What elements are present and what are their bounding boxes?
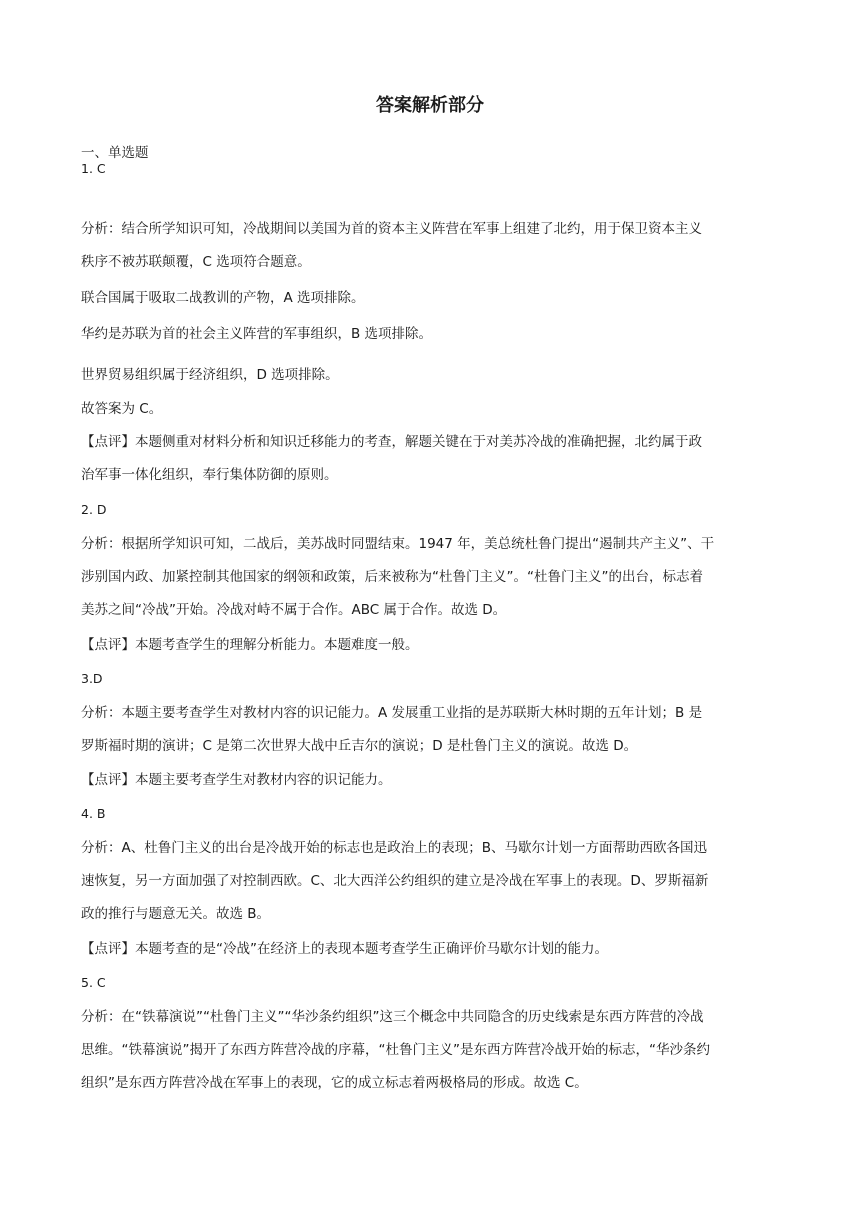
- answer-line: 速恢复，另一方面加强了对控制西欧。C、北大西洋公约组织的建立是冷战在军事上的表现。D、罗斯福新: [81, 873, 709, 889]
- comment-line: 【点评】本题主要考查学生对教材内容的识记能力。: [81, 772, 392, 788]
- answer-line: 世界贸易组织属于经济组织，D 选项排除。: [81, 367, 339, 383]
- answer-line: 分析：本题主要考查学生对教材内容的识记能力。A 发展重工业指的是苏联斯大林时期的五年计划；B 是: [81, 705, 703, 721]
- answer-line: 分析：根据所学知识可知，二战后，美苏战时同盟结束。1947 年，美总统杜鲁门提出“遏制共产主义”、干: [81, 536, 715, 552]
- question-number-5: 5. C: [81, 975, 106, 990]
- comment-line: 【点评】本题考查学生的理解分析能力。本题难度一般。: [81, 637, 419, 653]
- answer-line: 联合国属于吸取二战教训的产物，A 选项排除。: [81, 290, 365, 306]
- answer-line: 美苏之间“冷战”开始。冷战对峙不属于合作。ABC 属于合作。故选 D。: [81, 602, 507, 618]
- answer-line: 分析：在“铁幕演说”“杜鲁门主义”“华沙条约组织”这三个概念中共同隐含的历史线索是东西方阵营的冷战: [81, 1009, 704, 1025]
- question-number-1: 1. C: [81, 161, 106, 176]
- answer-line: 分析：A、杜鲁门主义的出台是冷战开始的标志也是政治上的表现；B、马歇尔计划一方面帮助西欧各国迅: [81, 840, 707, 856]
- question-number-4: 4. B: [81, 806, 106, 821]
- answer-line: 涉别国内政、加紧控制其他国家的纲领和政策，后来被称为“杜鲁门主义”。“杜鲁门主义”的出台，标志着: [81, 569, 703, 585]
- answer-line: 秩序不被苏联颠覆，C 选项符合题意。: [81, 254, 311, 270]
- comment-line: 【点评】本题考查的是“冷战”在经济上的表现本题考查学生正确评价马歇尔计划的能力。: [81, 941, 608, 957]
- answer-line: 罗斯福时期的演讲；C 是第二次世界大战中丘吉尔的演说；D 是杜鲁门主义的演说。故选 D。: [81, 738, 638, 754]
- question-number-2: 2. D: [81, 502, 107, 517]
- page-title: 答案解析部分: [376, 95, 484, 116]
- comment-line: 治军事一体化组织，奉行集体防御的原则。: [81, 467, 338, 483]
- section-heading: 一、单选题: [81, 145, 149, 161]
- comment-line: 【点评】本题侧重对材料分析和知识迁移能力的考查，解题关键在于对美苏冷战的准确把握，北约属于政: [81, 434, 702, 450]
- answer-line: 分析：结合所学知识可知，冷战期间以美国为首的资本主义阵营在军事上组建了北约，用于保卫资本主义: [81, 221, 702, 237]
- answer-line: 思维。“铁幕演说”揭开了东西方阵营冷战的序幕，“杜鲁门主义”是东西方阵营冷战开始的标志，“华沙条约: [81, 1042, 710, 1058]
- answer-line: 政的推行与题意无关。故选 B。: [81, 906, 271, 922]
- question-number-3: 3.D: [81, 671, 103, 686]
- answer-line: 华约是苏联为首的社会主义阵营的军事组织，B 选项排除。: [81, 326, 433, 342]
- answer-line: 组织”是东西方阵营冷战在军事上的表现，它的成立标志着两极格局的形成。故选 C。: [81, 1075, 588, 1091]
- answer-line: 故答案为 C。: [81, 401, 163, 417]
